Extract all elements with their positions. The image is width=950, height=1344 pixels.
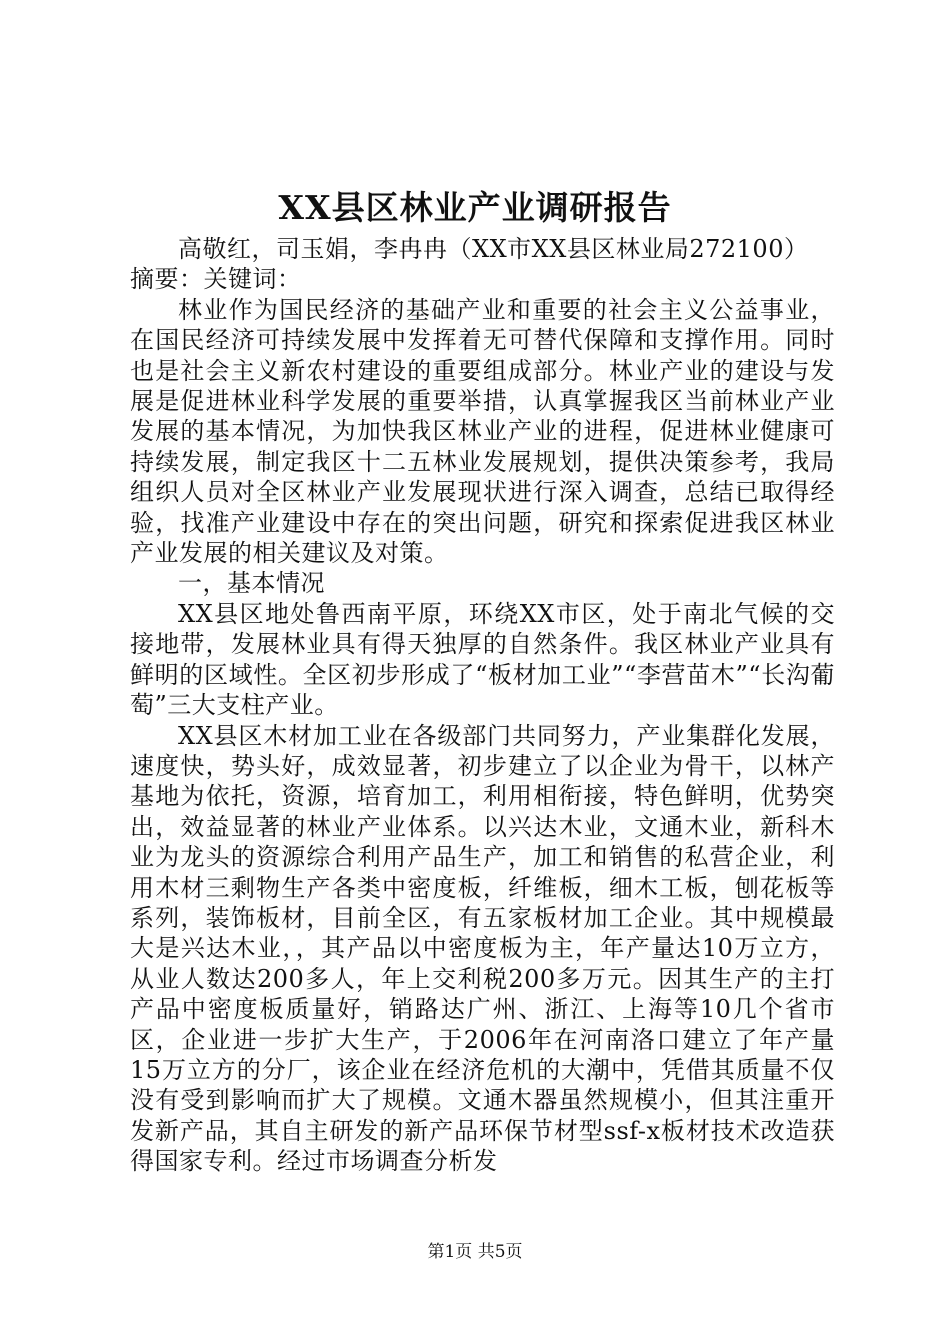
document-body xyxy=(130,234,835,1177)
document-title: XX县区林业产业调研报告 xyxy=(278,188,672,227)
body-paragraph: XX县区木材加工业在各级部门共同努力，产业集群化发展，速度快，势头好，成效显著，初步建立了以企业为骨干，以林产基地为依托，资源，培育加工，利用相衔接，特色鲜明，优势突出，效益显著的林业产业体系。以兴达木业，文通木业，新科木业为龙头的资源综合利用产品生产，加工和销售的私营企业，利用木材三剩物生产各类中密度板，纤维板，细木工板，刨花板等系列，装饰板材，目前全区，有五家板材加工企业。其中规模最大是兴达木业，，其产品以中密度板为主，年产量达10万立方，从业人数达200多人，年上交利税200多万元。因其生产的主打产品中密度板质量好，销路达广州、浙江、上海等10几个省市区，企业进一步扩大生产，于2006年在河南洛口建立了年产量15万立方的分厂，该企业在经济危机的大潮中，凭借其质量不仅没有受到影响而扩大了规模。文通木器虽然规模小，但其注重开发新产品，其自主研发的新产品环保节材型ssf-x板材技术改造获得国家专利。经过市场调查分析发 xyxy=(130,721,835,1176)
section-heading: 一，基本情况 xyxy=(178,569,325,598)
intro-paragraph: 林业作为国民经济的基础产业和重要的社会主义公益事业，在国民经济可持续发展中发挥着无可替代保障和支撑作用。同时也是社会主义新农村建设的重要组成部分。林业产业的建设与发展是促进林业科学发展的重要举措，认真掌握我区当前林业产业发展的基本情况，为加快我区林业产业的进程，促进林业健康可持续发展，制定我区十二五林业发展规划，提供决策参考，我局组织人员对全区林业产业发展现状进行深入调查，总结已取得经验，找准产业建设中存在的突出问题，研究和探索促进我区林业产业发展的相关建议及对策。 xyxy=(130,295,835,568)
page-number-footer: 第1页 共5页 xyxy=(427,1242,523,1262)
body-paragraph: XX县区地处鲁西南平原，环绕XX市区，处于南北气候的交接地带，发展林业具有得天独厚的自然条件。我区林业产业具有鲜明的区域性。全区初步形成了“板材加工业”“李营苗木”“长沟葡萄”三大支柱产业。 xyxy=(130,599,835,720)
author-line: 高敬红，司玉娟，李冉冉（XX市XX县区林业局272100） xyxy=(178,235,809,263)
abstract-keywords-line: 摘要：关键词： xyxy=(130,265,302,294)
